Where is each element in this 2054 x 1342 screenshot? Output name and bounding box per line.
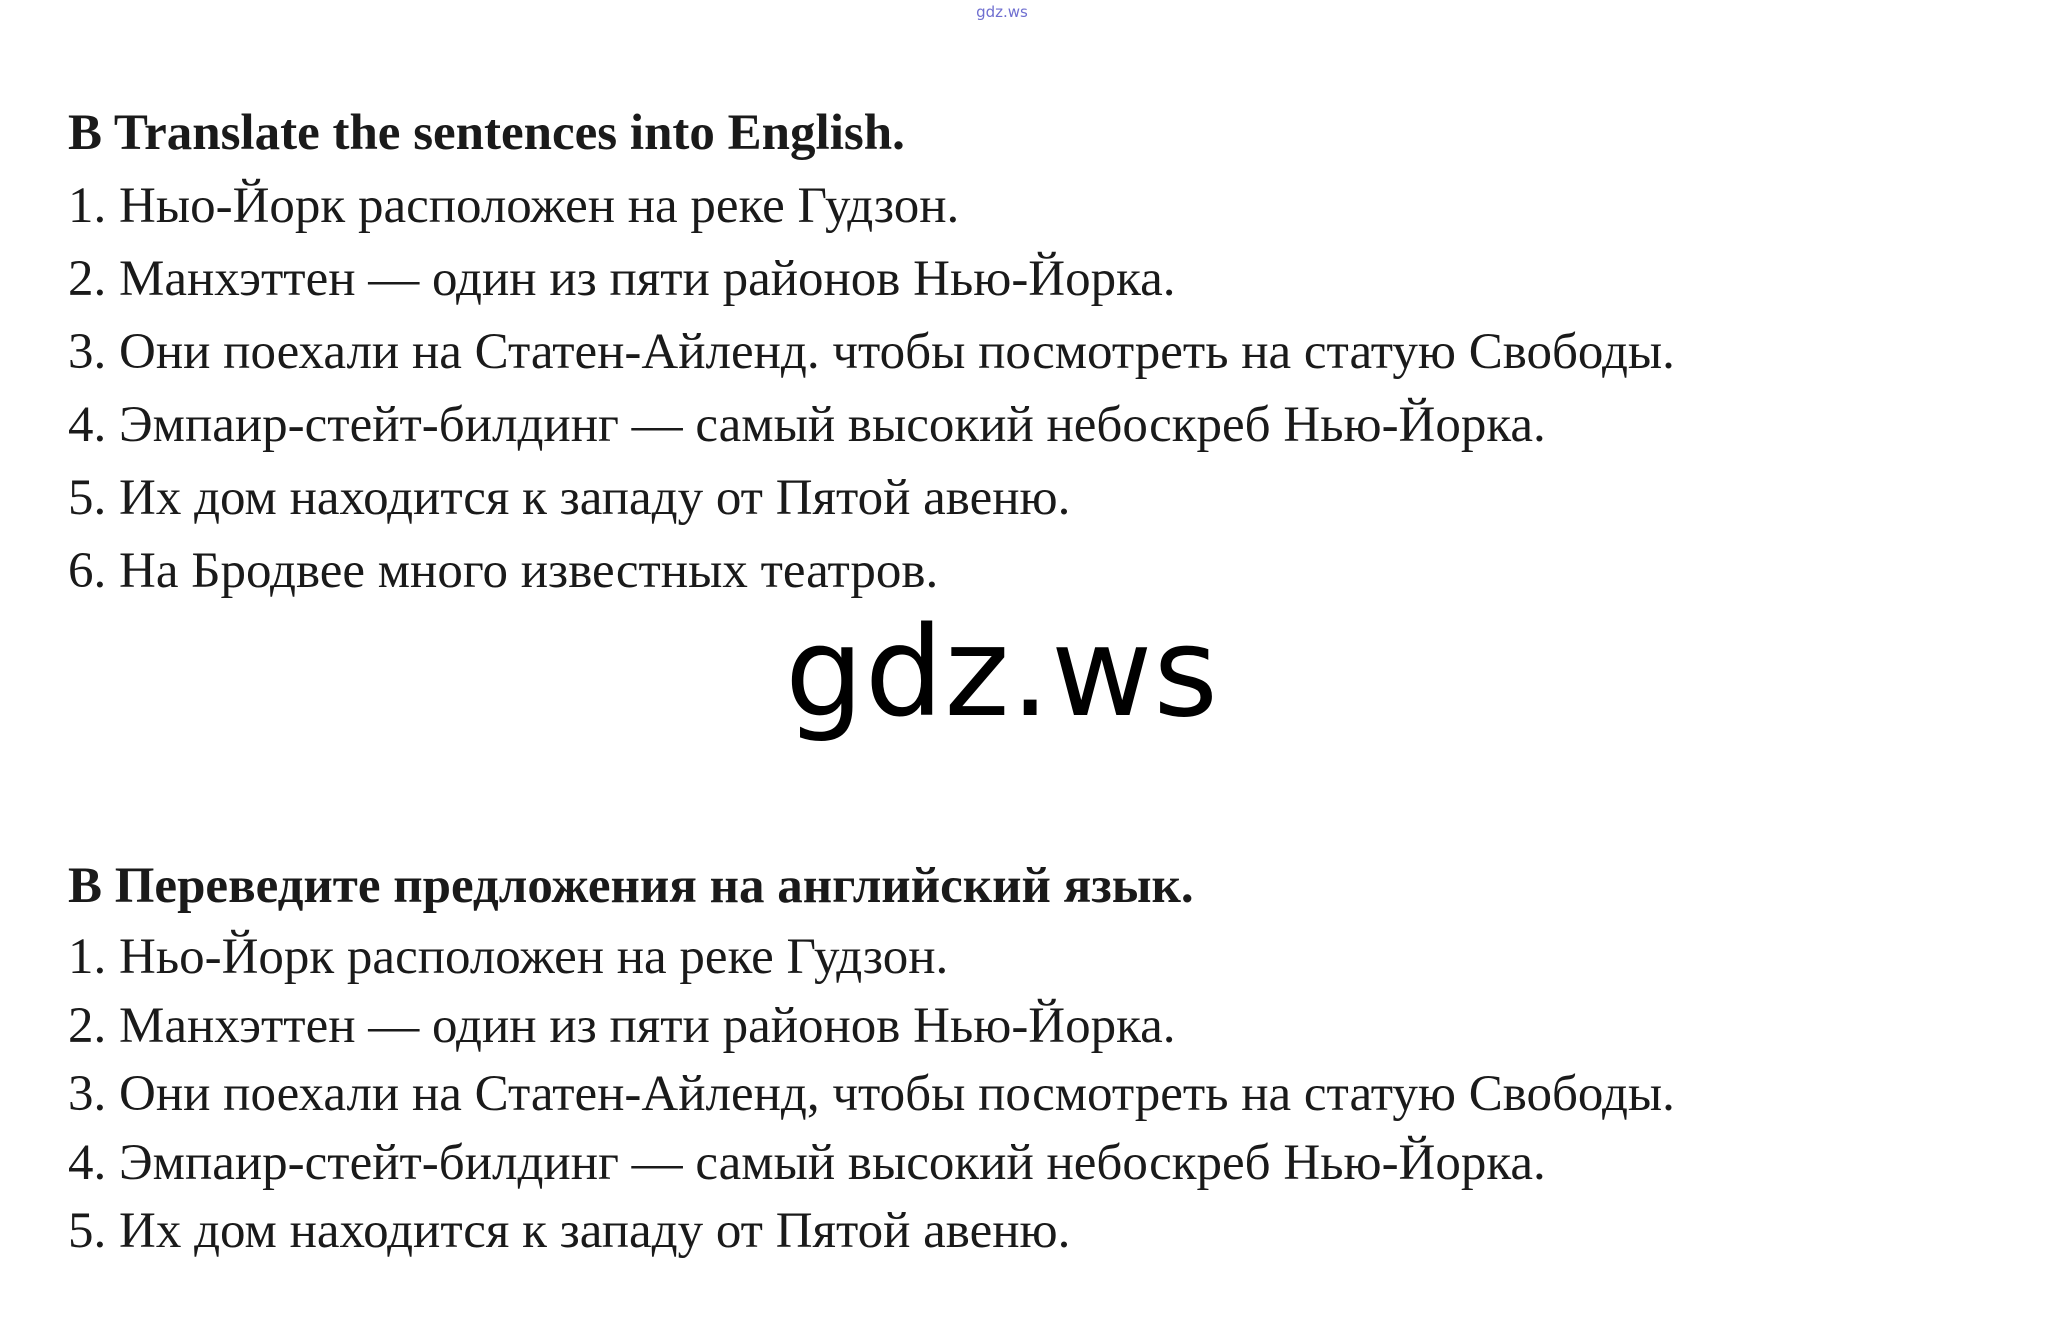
list-item: 5. Их дом находится к западу от Пятой авеню. <box>68 1203 1071 1259</box>
exercise-section-english <box>68 96 1675 608</box>
list-item: 3. Они поехали на Статен-Айленд, чтобы посмотреть на статую Свободы. <box>68 1066 1675 1122</box>
section-heading: B Translate the sentences into English. <box>68 105 905 161</box>
exercise-section-russian <box>68 849 1675 1266</box>
list-item: 4. Эмпаир-стейт-билдинг — самый высокий небоскреб Нью-Йорка. <box>68 1134 1546 1191</box>
list-item: 1. Ныо-Йорк расположен на реке Гудзон. <box>68 178 960 234</box>
sentence-list <box>68 923 1675 1266</box>
site-mark: gdz.ws <box>976 3 1028 21</box>
watermark: gdz.ws <box>785 601 1219 745</box>
sentence-list <box>68 170 1675 608</box>
list-item: 6. На Бродвее много известных театров. <box>68 543 939 599</box>
list-item: 5. Их дом находится к западу от Пятой авеню. <box>68 470 1071 526</box>
section-heading: B Переведите предложения на английский язык. <box>68 858 1194 914</box>
list-item: 2. Манхэттен — один из пяти районов Нью-Йорка. <box>68 997 1176 1054</box>
list-item: 4. Эмпаир-стейт-билдинг — самый высокий небоскреб Нью-Йорка. <box>68 397 1546 453</box>
list-item: 2. Манхэттен — один из пяти районов Нью-Йорка. <box>68 251 1176 307</box>
list-item: 1. Ньо-Йорк расположен на реке Гудзон. <box>68 929 949 985</box>
list-item: 3. Они поехали на Статен-Айленд. чтобы посмотреть на статую Свободы. <box>68 324 1675 380</box>
